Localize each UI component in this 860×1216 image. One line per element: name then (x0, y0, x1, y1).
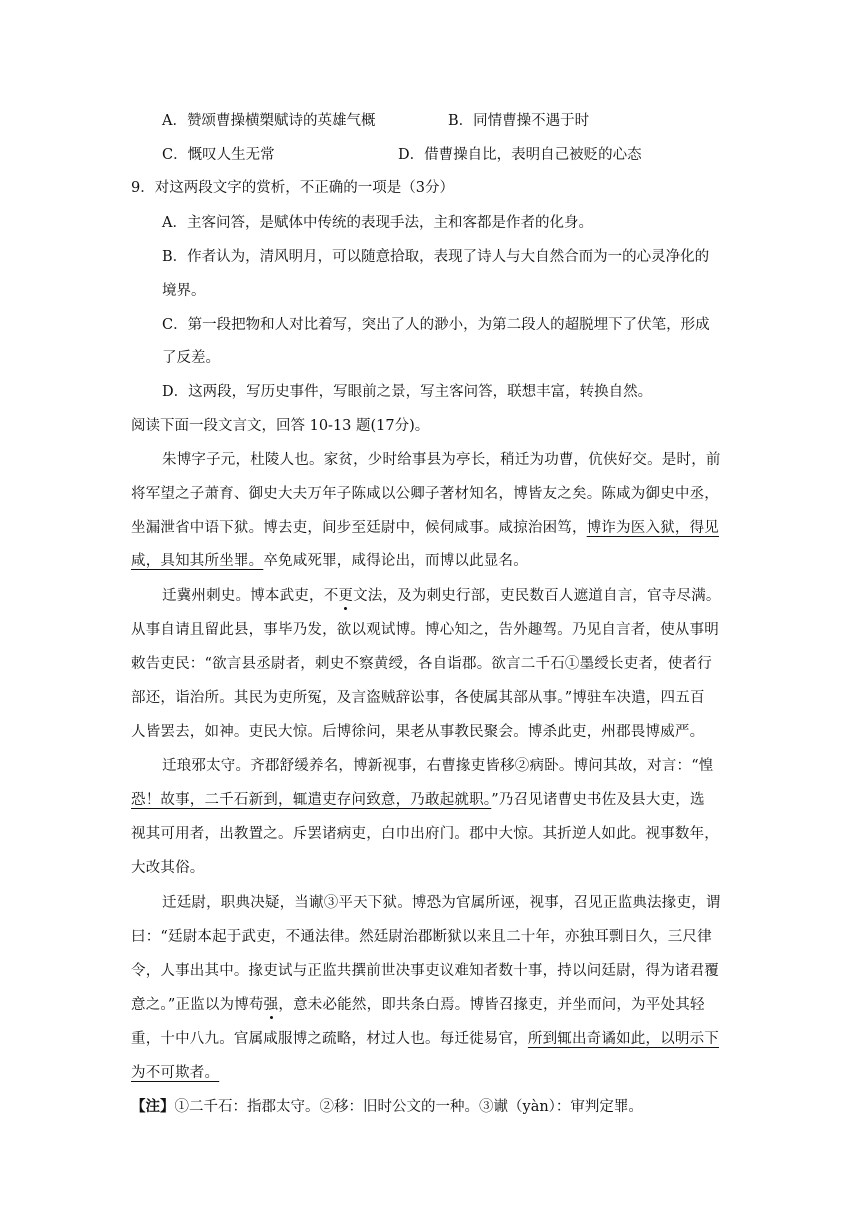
passage-p3-line1: 迁琅邪太守。齐郡舒缓养名，博新视事，右曹掾吏皆移②病卧。博问其故，对言：“惶 (162, 758, 714, 774)
reading-intro: 阅读下面一段文言文，回答 10-13 题(17分)。 (131, 418, 430, 434)
passage-text: 坐漏泄省中语下狱。博去吏，间步至廷尉中，候伺咸事。咸掠治困笃， (131, 520, 587, 536)
passage-p2-line2: 从事自请且留此县，事毕乃发，欲以观试博。博心知之，告外趣驾。乃见自言者，使从事明 (131, 622, 719, 638)
q8-option-b: B．同情曹操不遇于时 (448, 113, 590, 129)
passage-p2-line3: 敕告吏民：“欲言县丞尉者，刺史不察黄绶，各自诣郡。欲言二千石①墨绶长吏者，使者行 (131, 656, 712, 672)
passage-p4-line1: 迁廷尉，职典决疑，当谳③平天下狱。博恐为官属所诬，视事，召见正监典法掾吏，谓 (162, 895, 721, 911)
passage-p1-line2: 将军望之子萧育、御史大夫万年子陈咸以公卿子著材知名，博皆友之矣。陈咸为御史中丞， (131, 486, 719, 502)
passage-p3-line4: 大改其俗。 (131, 860, 205, 876)
dotted-character: 强 (263, 997, 279, 1013)
q8-option-d: D．借曹操自比，表明自己被贬的心态 (398, 147, 642, 163)
footnote-label: 【注】 (131, 1098, 175, 1115)
q8-option-a: A．赞颂曹操横槊赋诗的英雄气概 (162, 113, 376, 129)
underlined-sentence: 恐！故事，二千石新到，辄遣吏存问致意，乃敢起就职。 (131, 792, 492, 808)
dotted-character: 更 (338, 588, 354, 604)
passage-text: ”乃召见诸曹史书佐及县大吏，选 (491, 792, 705, 808)
passage-p3-line3: 视其可用者，出教置之。斥罢诸病吏，白巾出府门。郡中大惊。其折逆人如此。视事数年， (131, 826, 719, 842)
q9-option-d: D．这两段，写历史事件，写眼前之景，写主客问答，联想丰富，转换自然。 (162, 384, 653, 400)
q9-option-c-line1: C．第一段把物和人对比着写，突出了人的渺小，为第二段人的超脱埋下了伏笔，形成 (162, 317, 710, 333)
underlined-sentence: 为不可欺者。 (131, 1065, 220, 1081)
passage-p2-line1 (162, 586, 721, 606)
q9-stem: 9．对这两段文字的赏析，不正确的一项是（3分） (131, 180, 454, 196)
passage-p1-line1: 朱博字子元，杜陵人也。家贫，少时给事县为亭长，稍迁为功曹，伉侠好交。是时，前 (162, 452, 721, 468)
passage-p1-line3 (131, 518, 719, 538)
passage-p2-line5: 人皆罢去，如神。吏民大惊。后博徐问，果老从事教民聚会。博杀此吏，州郡畏博威严。 (131, 724, 705, 740)
passage-p4-line6 (131, 1063, 219, 1083)
underlined-sentence: 咸，具知其所坐罪。 (131, 553, 264, 569)
q9-option-b-line1: B．作者认为，清风明月，可以随意拾取，表现了诗人与大自然合而为一的心灵净化的 (162, 249, 710, 265)
footnote-text: ①二千石：指郡太守。②移：旧时公文的一种。③谳（yàn）：审判定罪。 (174, 1099, 643, 1115)
passage-p2-line4: 部还，诣治所。其民为吏所冤，及言盗贼辞讼事，各使属其部从事。”博驻车决遣，四五百 (131, 690, 705, 706)
underlined-sentence: 博诈为医入狱，得见 (586, 520, 720, 536)
passage-p3-line2 (131, 790, 705, 810)
passage-p1-line4 (131, 551, 528, 571)
q8-option-c: C．慨叹人生无常 (162, 147, 275, 163)
q9-option-a: A．主客问答，是赋体中传统的表现手法，主和客都是作者的化身。 (162, 215, 593, 231)
passage-text: ，意未必能然，即共条白焉。博皆召掾吏，并坐而问，为平处其轻 (278, 997, 705, 1013)
q9-option-c-line2: 了反差。 (162, 350, 220, 366)
passage-p4-line4 (131, 995, 705, 1015)
passage-text: 重，十中八九。官属咸服博之疏略，材过人也。每迁徙易官， (131, 1031, 528, 1047)
passage-text: 意之。”正监以为博苟 (131, 997, 264, 1013)
passage-p4-line2: 曰：“廷尉本起于武吏，不通法律。然廷尉治郡断狱以来且二十年，亦独耳剽日久，三尺律 (131, 929, 712, 945)
passage-text: 卒免咸死罪，咸得论出，而博以此显名。 (263, 553, 528, 569)
footnote (131, 1097, 643, 1117)
underlined-sentence: 所到辄出奇谲如此，以明示下 (527, 1031, 720, 1047)
q9-option-b-line2: 境界。 (162, 283, 206, 299)
passage-p4-line3: 令，人事出其中。掾吏试与正监共撰前世决事吏议难知者数十事，持以问廷尉，得为诸君覆 (131, 963, 719, 979)
passage-p4-line5 (131, 1029, 719, 1049)
passage-text: 迁冀州刺史。博本武吏，不 (162, 588, 339, 604)
passage-text: 文法，及为刺史行部，吏民数百人遮道自言，官寺尽满。 (353, 588, 721, 604)
